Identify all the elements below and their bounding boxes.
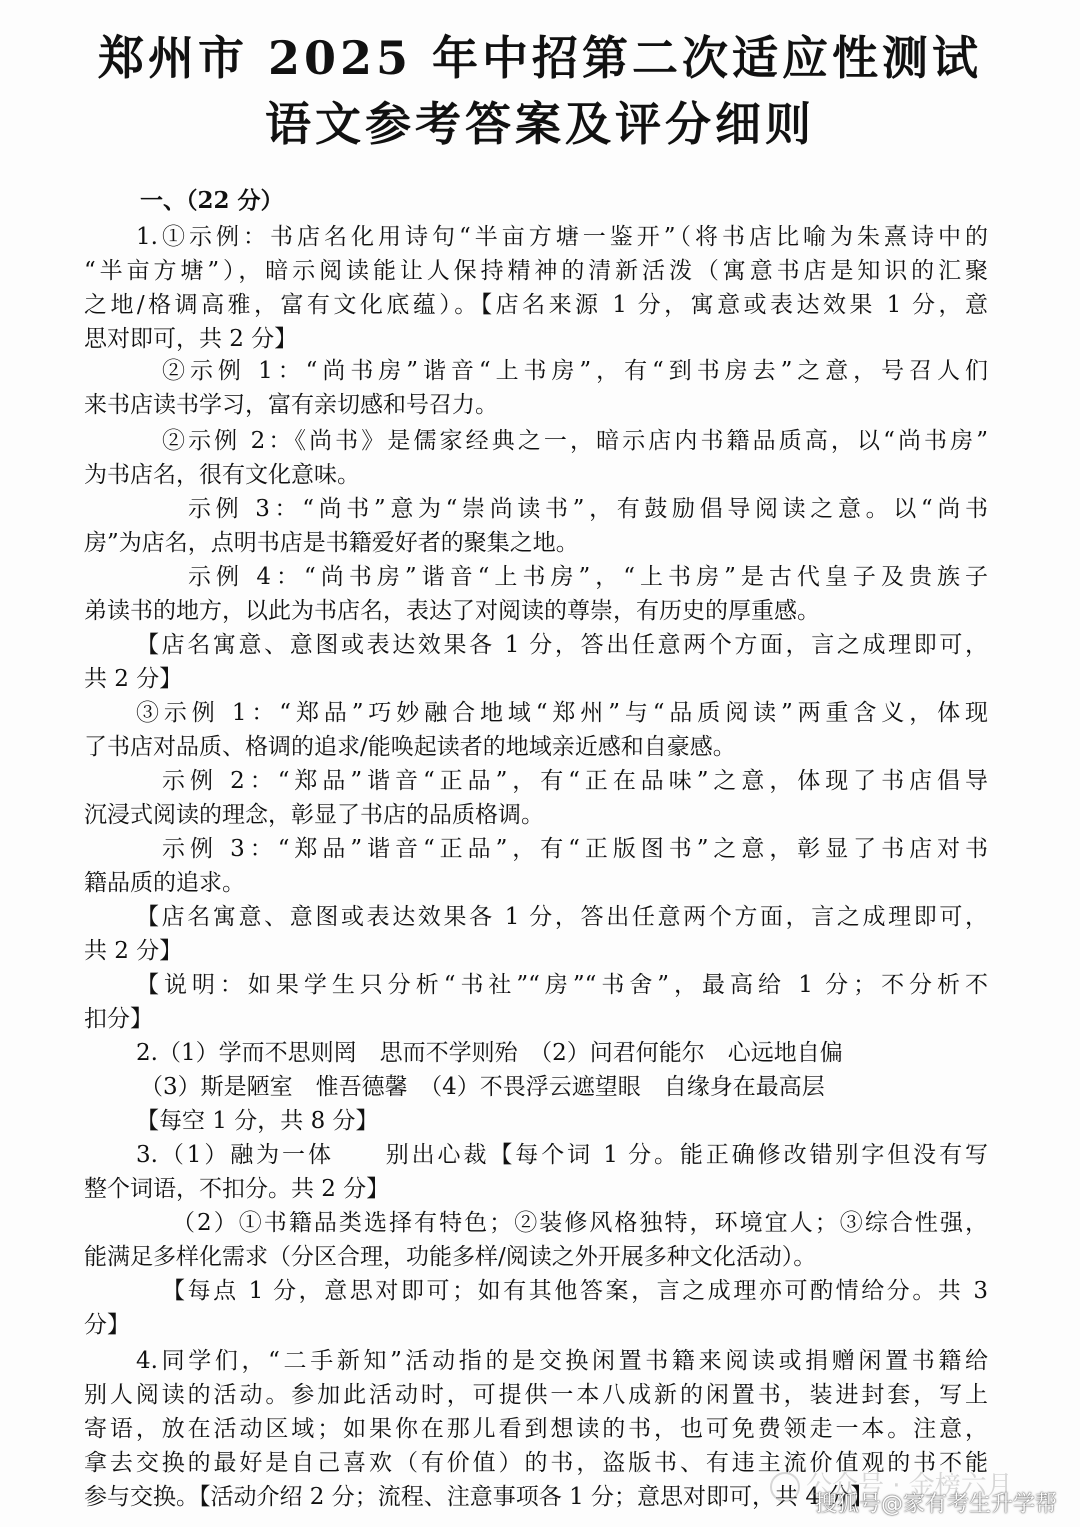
text-line: 共 2 分】 [84, 938, 183, 964]
text-line: 3.（1）融为一体 别出心裁【每个词 1 分。能正确修改错别字但没有写 [136, 1142, 988, 1168]
text-line: 来书店读书学习，富有亲切感和号召力。 [84, 392, 498, 418]
text-line: 拿去交换的最好是自己喜欢（有价值）的书，盗版书、有违主流价值观的书不能 [84, 1450, 988, 1476]
text-line: 【每空 1 分，共 8 分】 [136, 1108, 379, 1134]
text-line: 示例 2：“郑品”谐音“正品”，有“正在品味”之意，体现了书店倡导 [162, 768, 988, 794]
text-line: 房”为店名，点明书店是书籍爱好者的聚集之地。 [84, 530, 579, 556]
text-line: ②示例 1：“尚书房”谐音“上书房”，有“到书房去”之意，号召人们 [162, 358, 988, 384]
text-line: 1.①示例：书店名化用诗句“半亩方塘一鉴开”（将书店比喻为朱熹诗中的 [136, 224, 988, 250]
text-line: 整个词语，不扣分。共 2 分】 [84, 1176, 390, 1202]
text-line: 寄语，放在活动区域；如果你在那儿看到想读的书，也可免费领走一本。注意， [84, 1416, 988, 1442]
text-line: ②示例 2：《尚书》是儒家经典之一，暗示店内书籍品质高，以“尚书房” [162, 428, 988, 454]
text-line: 示例 4：“尚书房”谐音“上书房”，“上书房”是古代皇子及贵族子 [188, 564, 988, 590]
text-line: 示例 3：“郑品”谐音“正品”，有“正版图书”之意，彰显了书店对书 [162, 836, 988, 862]
text-line: 能满足多样化需求（分区合理，功能多样/阅读之外开展多种文化活动）。 [84, 1244, 817, 1270]
source-tag: 搜狐号@家有考生升学帮 [815, 1492, 1058, 1517]
document-title-line-2: 语文参考答案及评分细则 [265, 97, 815, 151]
text-line: 共 2 分】 [84, 666, 183, 692]
text-line: 2.（1）学而不思则罔 思而不学则殆 （2）问君何能尔 心远地自偏 [136, 1040, 843, 1066]
text-line: 籍品质的追求。 [84, 870, 245, 896]
text-line: 沉浸式阅读的理念，彰显了书店的品质格调。 [84, 802, 544, 828]
text-line: 为书店名，很有文化意味。 [84, 462, 360, 488]
text-line: 了书店对品质、格调的追求/能唤起读者的地域亲近感和自豪感。 [84, 734, 736, 760]
text-line: 别人阅读的活动。参加此活动时，可提供一本八成新的闲置书，装进封套，写上 [84, 1382, 988, 1408]
text-line: 扣分】 [84, 1006, 153, 1032]
text-line: 弟读书的地方，以此为书店名，表达了对阅读的尊崇，有历史的厚重感。 [84, 598, 820, 624]
document-title-line-1: 郑州市 2025 年中招第二次适应性测试 [97, 31, 983, 85]
text-line: 【每点 1 分，意思对即可；如有其他答案，言之成理亦可酌情给分。共 3 [162, 1278, 988, 1304]
text-line: （2）①书籍品类选择有特色；②装修风格独特，环境宜人；③综合性强， [172, 1210, 988, 1236]
wechat-icon [770, 1472, 800, 1502]
text-line: “半亩方塘”），暗示阅读能让人保持精神的清新活泼（寓意书店是知识的汇聚 [84, 258, 988, 284]
text-line: 【店名寓意、意图或表达效果各 1 分，答出任意两个方面，言之成理即可， [136, 904, 988, 930]
text-line: 【说明：如果学生只分析“书社”“房”“书舍”，最高给 1 分；不分析不 [136, 972, 988, 998]
text-line: （3）斯是陋室 惟吾德馨 （4）不畏浮云遮望眼 自缘身在最高层 [140, 1074, 825, 1100]
text-line: 思对即可，共 2 分】 [84, 326, 298, 352]
text-line: 分】 [84, 1312, 130, 1338]
text-line: 参与交换。【活动介绍 2 分；流程、注意事项各 1 分；意思对即可，共 4 分】 [84, 1484, 874, 1510]
text-line: 4.同学们，“二手新知”活动指的是交换闲置书籍来阅读或捐赠闲置书籍给 [136, 1348, 988, 1374]
watermark-text: 公众号 · 金榜六月 [806, 1471, 1013, 1501]
text-line: ③示例 1：“郑品”巧妙融合地域“郑州”与“品质阅读”两重含义，体现 [136, 700, 988, 726]
text-line: 之地/格调高雅，富有文化底蕴）。【店名来源 1 分，寓意或表达效果 1 分，意 [84, 292, 988, 318]
section-heading: 一、（22 分） [140, 187, 284, 214]
text-line: 【店名寓意、意图或表达效果各 1 分，答出任意两个方面，言之成理即可， [136, 632, 988, 658]
text-line: 示例 3：“尚书”意为“崇尚读书”，有鼓励倡导阅读之意。以“尚书 [188, 496, 988, 522]
